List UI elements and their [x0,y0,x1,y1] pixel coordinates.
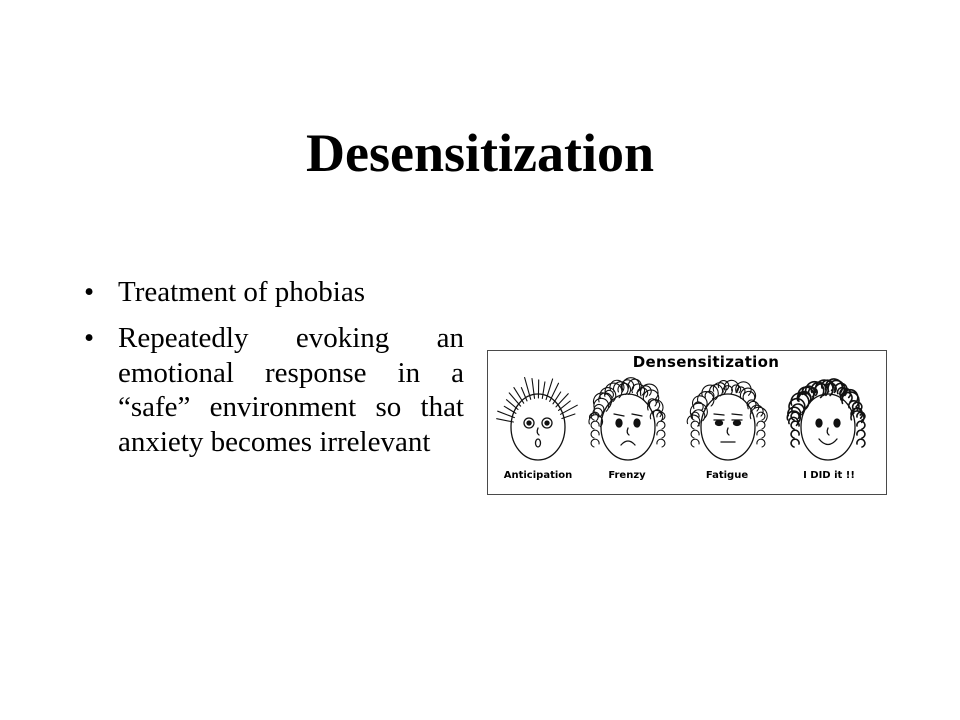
nose [827,428,829,435]
hair-strands [497,378,578,423]
bullet-text: Repeatedly evoking an emotional response in a “safe” environment so that anxiety becomes irrelevant [118,321,464,459]
bullet-item [84,321,464,460]
nose [627,428,629,435]
eyebrow [732,414,742,415]
eyebrow [632,414,642,416]
pupil [527,421,531,425]
face-label-fatigue: Fatigue [705,470,749,481]
mouth [819,439,837,445]
face-label-frenzy: Frenzy [608,470,646,481]
bullet-item [84,275,464,310]
eye [634,419,640,427]
bullet-icon: • [84,321,95,354]
pupil [545,421,549,425]
mouth [536,439,541,447]
hair-strands [687,380,767,447]
eye [816,419,822,427]
eyebrow [614,414,624,416]
face-outline [601,394,655,460]
mouth [621,441,635,445]
desensitization-illustration [487,350,887,495]
face-label-i-did-it: I DID it !! [803,470,855,481]
nose [727,428,729,435]
nose [537,428,539,435]
slide-title: Desensitization [306,123,654,184]
face-label-anticipation: Anticipation [503,470,573,481]
eye [734,421,741,426]
eye [716,421,723,426]
eyebrow [714,414,724,415]
bullet-list [84,275,464,471]
bullet-icon: • [84,276,95,308]
eye [834,419,840,427]
eye [616,419,622,427]
figure-title: Densensitization [632,353,780,371]
bullet-text: Treatment of phobias [118,276,366,308]
